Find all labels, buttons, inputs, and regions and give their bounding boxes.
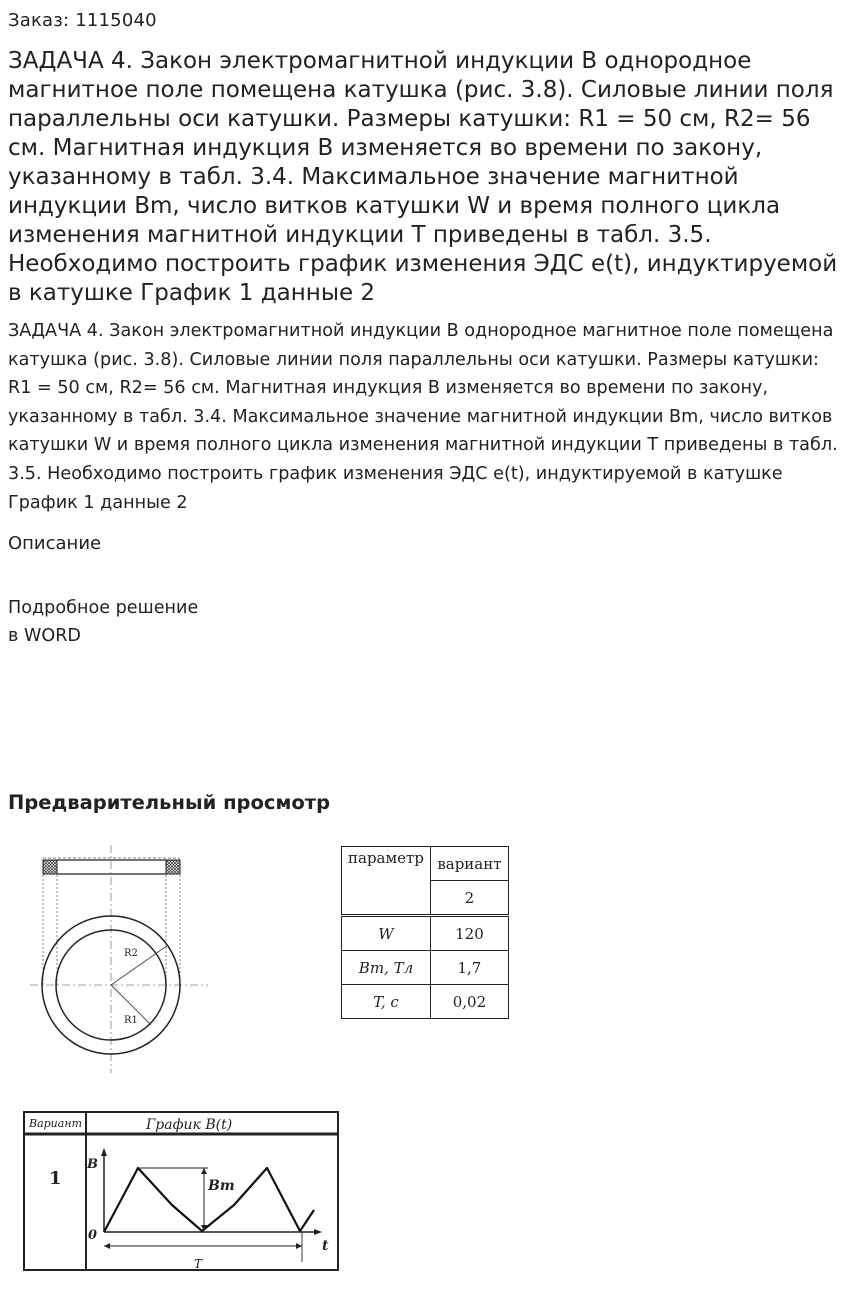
table-row [342,985,509,1019]
graph-header-variant: Вариант [29,1117,83,1130]
table-row [342,951,509,985]
coil-section-left [43,860,57,874]
graph-header-title: График B(t) [146,1117,233,1133]
origin-label: 0 [88,1228,98,1243]
param-name: W [342,916,431,951]
header-parameter: параметр [342,847,431,916]
parameters-table [341,846,509,1019]
bm-label: Bm [208,1178,235,1194]
order-number: Заказ: 1115040 [8,10,157,31]
task-description: ЗАДАЧА 4. Закон электромагнитной индукции В однородное магнитное поле помещена катушка (рис. 3.8). Силовые линии поля параллельны оси катушки. Размеры катушки: R1 = 50 см, R2= 56 см. Магнитная индукция В изменяется во времени по закону, указанному в табл. 3.4. Максимальное значение магнитной индукции Bm, число витков катушки W и время полного цикла изменения магнитной индукции T приведены в табл. 3.5. Необходимо построить график изменения ЭДС e(t), индуктируемой в катушке График 1 данные 2 [8,321,838,513]
param-name: Bm, Тл [342,951,431,985]
coil-section-right [166,860,180,874]
description-label: Описание [8,533,102,554]
table-row [342,916,509,951]
graph-variant-number: 1 [49,1168,62,1189]
coil-figure [28,845,213,1075]
param-value: 0,02 [430,985,508,1019]
period-label: T [194,1257,203,1271]
param-value: 120 [430,916,508,951]
param-name: T, c [342,985,431,1019]
preview-heading: Предварительный просмотр [8,791,331,814]
task-title: ЗАДАЧА 4. Закон электромагнитной индукции В однородное магнитное поле помещена катушка (рис. 3.8). Силовые линии поля параллельны оси катушки. Размеры катушки: R1 = 50 см, R2= 56 см. Магнитная индукция В изменяется во времени по закону, указанному в табл. 3.4. Максимальное значение магнитной индукции Bm, число витков катушки W и время полного цикла изменения магнитной индукции T приведены в табл. 3.5. Необходимо построить график изменения ЭДС e(t), индуктируемой в катушке График 1 данные 2 [8,48,838,306]
variant-number: 2 [430,881,508,916]
graph-table [22,1110,342,1275]
t-axis-label: t [322,1238,329,1254]
param-value: 1,7 [430,951,508,985]
solution-line-1: Подробное решение [8,598,199,618]
label-r2: R2 [124,948,138,959]
solution-line-2: в WORD [8,626,81,646]
solution-note [8,594,198,650]
header-variant: вариант [430,847,508,881]
b-axis-label: B [87,1157,98,1172]
label-r1: R1 [124,1015,138,1026]
